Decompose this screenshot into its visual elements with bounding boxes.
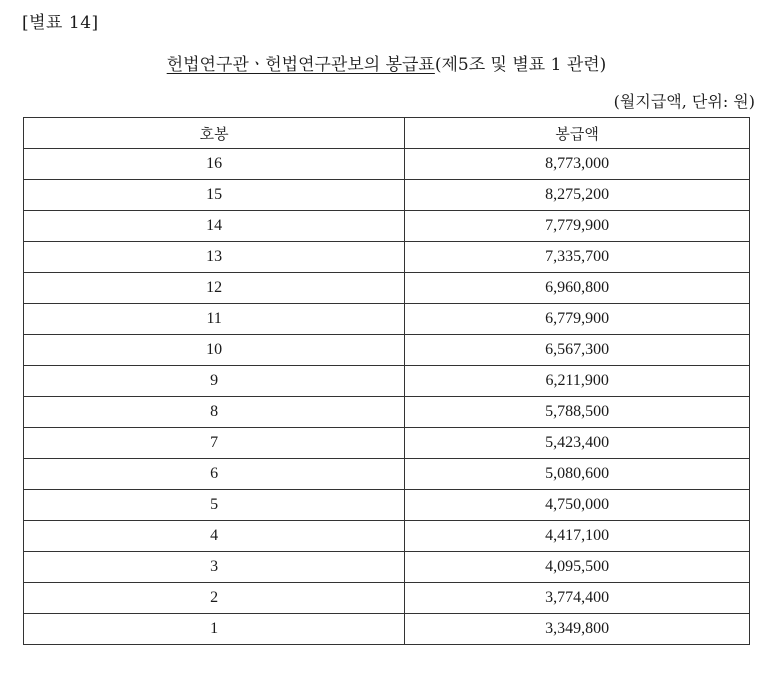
step-cell: 15 [24, 180, 405, 211]
amount-cell: 7,335,700 [405, 242, 750, 273]
step-cell: 8 [24, 397, 405, 428]
table-row [24, 366, 750, 397]
amount-cell: 7,779,900 [405, 211, 750, 242]
amount-cell: 5,423,400 [405, 428, 750, 459]
step-cell: 11 [24, 304, 405, 335]
amount-cell: 3,774,400 [405, 583, 750, 614]
amount-cell: 4,417,100 [405, 521, 750, 552]
amount-cell: 5,080,600 [405, 459, 750, 490]
table-row [24, 397, 750, 428]
table-body [24, 149, 750, 645]
title-suffix: (제5조 및 별표 1 관련) [434, 55, 607, 75]
amount-cell: 6,960,800 [405, 273, 750, 304]
salary-table [23, 117, 750, 645]
step-cell: 9 [24, 366, 405, 397]
table-row [24, 180, 750, 211]
step-cell: 3 [24, 552, 405, 583]
amount-cell: 8,773,000 [405, 149, 750, 180]
step-cell: 14 [24, 211, 405, 242]
table-row [24, 490, 750, 521]
step-cell: 1 [24, 614, 405, 645]
amount-cell: 6,567,300 [405, 335, 750, 366]
step-cell: 7 [24, 428, 405, 459]
table-row [24, 242, 750, 273]
table-row [24, 304, 750, 335]
step-cell: 6 [24, 459, 405, 490]
title-main: 헌법연구관ㆍ헌법연구관보의 봉급표 [166, 55, 435, 75]
table-row [24, 428, 750, 459]
amount-cell: 6,211,900 [405, 366, 750, 397]
document-title [0, 50, 773, 75]
amount-cell: 5,788,500 [405, 397, 750, 428]
table-row [24, 552, 750, 583]
step-cell: 12 [24, 273, 405, 304]
amount-cell: 3,349,800 [405, 614, 750, 645]
amount-cell: 8,275,200 [405, 180, 750, 211]
step-cell: 4 [24, 521, 405, 552]
table-row [24, 211, 750, 242]
table-row [24, 459, 750, 490]
step-cell: 10 [24, 335, 405, 366]
table-row [24, 273, 750, 304]
column-header-amount: 봉급액 [405, 118, 750, 149]
amount-cell: 6,779,900 [405, 304, 750, 335]
table-row [24, 583, 750, 614]
page-label: [별표 14] [22, 13, 99, 33]
column-header-step: 호봉 [24, 118, 405, 149]
step-cell: 16 [24, 149, 405, 180]
step-cell: 2 [24, 583, 405, 614]
table-row [24, 335, 750, 366]
table-row [24, 614, 750, 645]
amount-cell: 4,750,000 [405, 490, 750, 521]
step-cell: 5 [24, 490, 405, 521]
amount-cell: 4,095,500 [405, 552, 750, 583]
table-row [24, 149, 750, 180]
unit-note: (월지급액, 단위: 원) [613, 92, 755, 111]
table-row [24, 521, 750, 552]
step-cell: 13 [24, 242, 405, 273]
table-header-row [24, 118, 750, 149]
